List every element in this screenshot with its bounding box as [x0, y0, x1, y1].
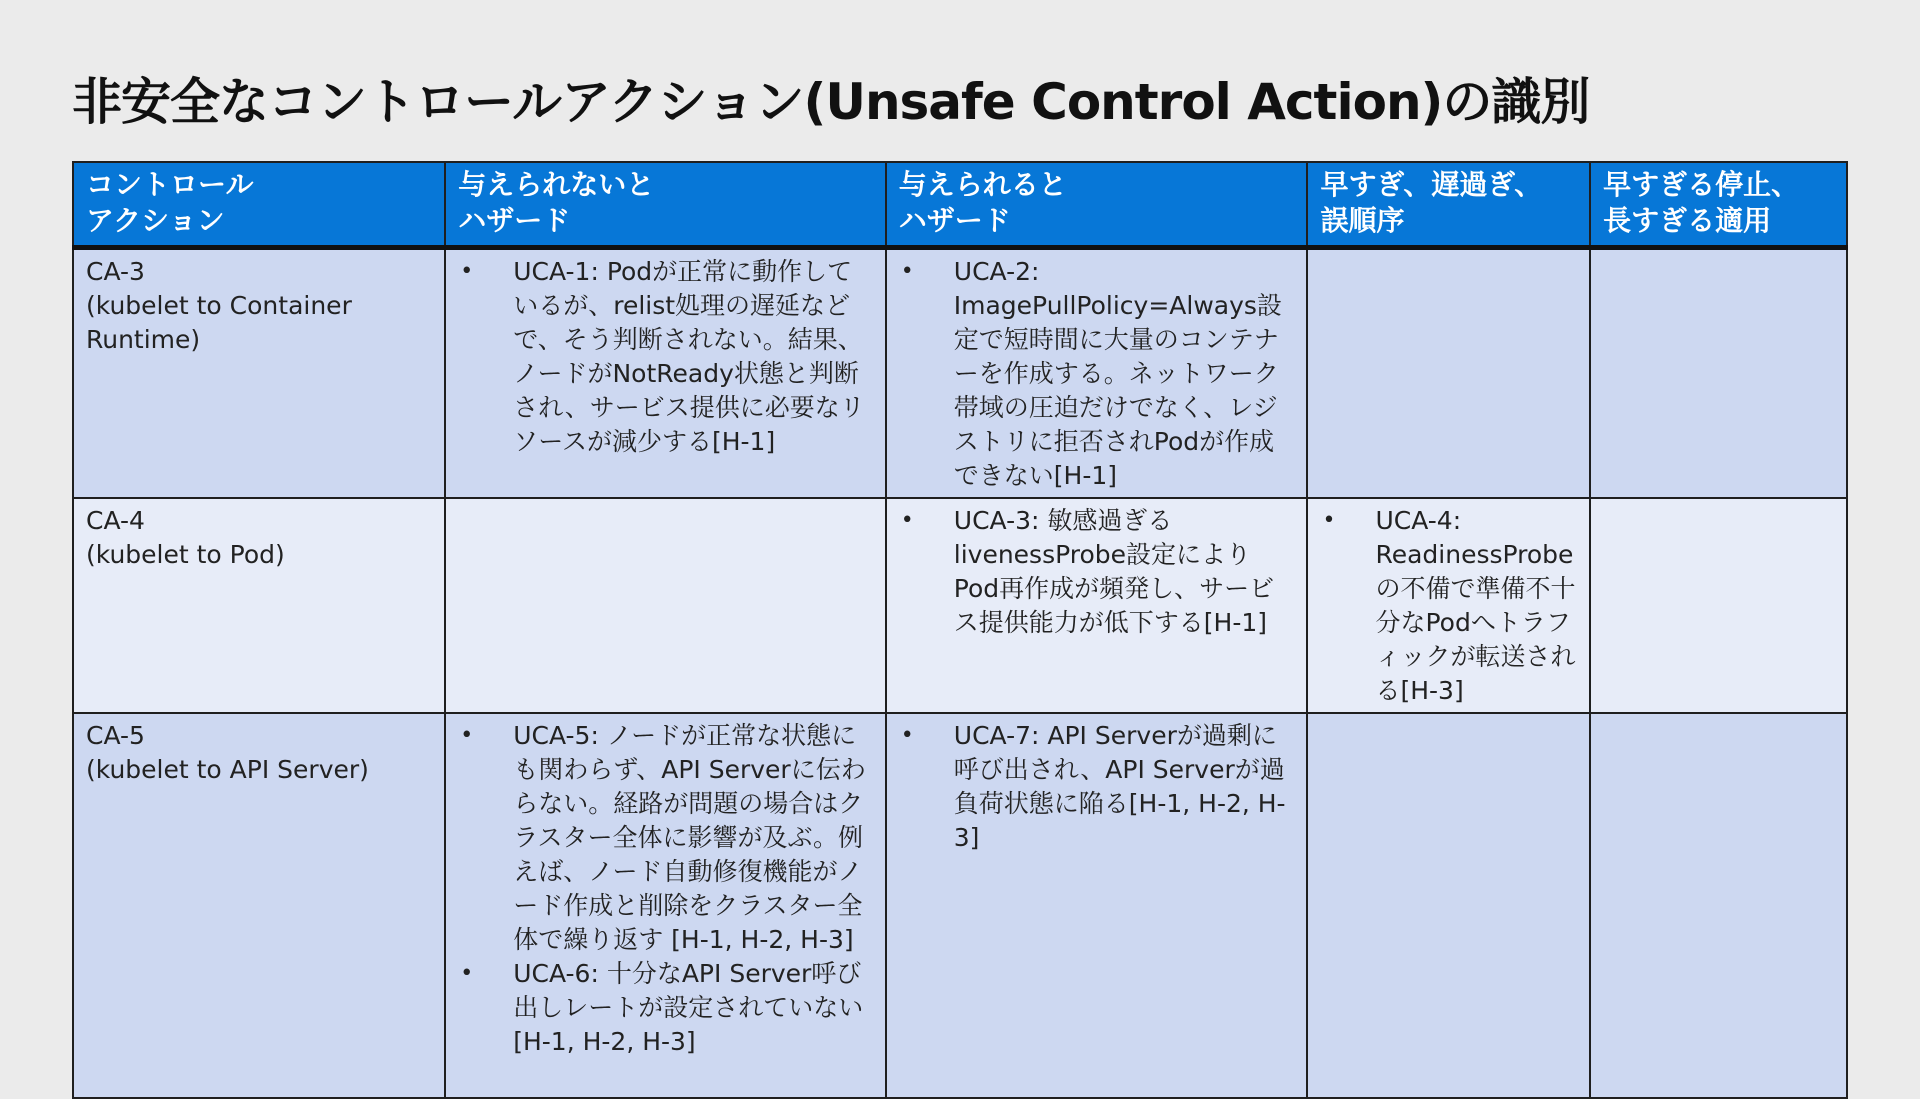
bullet-icon: • — [1322, 508, 1336, 533]
header-duration — [1590, 162, 1847, 248]
bullet-icon: • — [900, 259, 914, 284]
header-provided-line1: 与えられると — [898, 168, 1067, 201]
duration-cell — [1590, 498, 1847, 713]
header-duration-line2: 長すぎる適用 — [1603, 204, 1772, 237]
control-action-cell — [73, 248, 445, 499]
provided-cell — [886, 248, 1308, 499]
duration-cell — [1590, 713, 1847, 1098]
header-timing-line1: 早すぎ、遅過ぎ、 — [1320, 168, 1543, 201]
provided-cell — [886, 713, 1308, 1098]
uca-text: UCA-1: Podが正常に動作しているが、relist処理の遅延などで、そう判断されない。結果、ノードがNotReady状態と判断され、サービス提供に必要なリソースが減少する[H-1] — [513, 257, 865, 456]
not-provided-cell — [445, 498, 886, 713]
table-row — [73, 498, 1847, 713]
timing-cell — [1307, 248, 1590, 499]
header-control-action-line2: アクション — [86, 204, 225, 237]
uca-text: UCA-6: 十分なAPI Server呼び出しレートが設定されていない[H-1, H-2, H-3] — [513, 959, 864, 1056]
control-action-id: CA-4 — [86, 506, 145, 535]
uca-text: UCA-3: 敏感過ぎるlivenessProbe設定によりPod再作成が頻発し、サービス提供能力が低下する[H-1] — [953, 506, 1275, 637]
duration-cell — [1590, 248, 1847, 499]
not-provided-cell — [445, 713, 886, 1098]
not-provided-cell — [445, 248, 886, 499]
uca-item — [899, 504, 1295, 640]
uca-item — [899, 255, 1295, 493]
bullet-icon: • — [900, 508, 914, 533]
control-action-description: (kubelet to API Server) — [86, 755, 369, 784]
uca-text: UCA-2: ImagePullPolicy=Always設定で短時間に大量のコンテナーを作成する。ネットワーク帯域の圧迫だけでなく、レジストリに拒否されPodが作成できない[H-1] — [953, 257, 1282, 490]
header-duration-line1: 早すぎる停止、 — [1603, 168, 1800, 201]
control-action-id: CA-3 — [86, 257, 145, 286]
uca-text: UCA-5: ノードが正常な状態にも関わらず、API Serverに伝わらない。経路が問題の場合はクラスター全体に影響が及ぶ。例えば、ノード自動修復機能がノード作成と削除をクラスター全体で繰り返す [H-1, H-2, H-3] — [513, 721, 866, 954]
provided-cell — [886, 498, 1308, 713]
uca-item — [1320, 504, 1577, 708]
header-timing-line2: 誤順序 — [1320, 204, 1405, 237]
uca-text: UCA-4: ReadinessProbeの不備で準備不十分なPodへトラフィックが転送される[H-3] — [1375, 506, 1576, 705]
uca-item — [458, 719, 873, 957]
table-row — [73, 248, 1847, 499]
header-control-action — [73, 162, 445, 248]
uca-list — [458, 255, 873, 459]
control-action-description: (kubelet to Container Runtime) — [86, 291, 352, 354]
slide-title: 非安全なコントロールアクション(Unsafe Control Action)の識別 — [72, 73, 1590, 131]
uca-item — [899, 719, 1295, 855]
bullet-icon: • — [460, 961, 474, 986]
control-action-id: CA-5 — [86, 721, 145, 750]
bullet-icon: • — [900, 723, 914, 748]
header-row — [73, 162, 1847, 248]
timing-cell — [1307, 498, 1590, 713]
control-action-cell — [73, 498, 445, 713]
uca-list — [899, 255, 1295, 493]
control-action-cell — [73, 713, 445, 1098]
timing-cell — [1307, 713, 1590, 1098]
uca-list — [899, 504, 1295, 640]
table-row — [73, 713, 1847, 1098]
bullet-icon: • — [460, 259, 474, 284]
header-timing — [1307, 162, 1590, 248]
uca-item — [458, 255, 873, 459]
header-control-action-line1: コントロール — [86, 168, 254, 201]
header-not-provided — [445, 162, 886, 248]
uca-text: UCA-7: API Serverが過剰に呼び出され、API Serverが過負荷状態に陥る[H-1, H-2, H-3] — [953, 721, 1286, 852]
header-not-provided-line1: 与えられないと — [458, 168, 655, 201]
uca-item — [458, 957, 873, 1059]
header-not-provided-line2: ハザード — [458, 204, 571, 237]
uca-table — [72, 161, 1848, 1099]
uca-list — [1320, 504, 1577, 708]
bullet-icon: • — [460, 723, 474, 748]
uca-list — [899, 719, 1295, 855]
header-provided-line2: ハザード — [898, 204, 1011, 237]
header-provided — [886, 162, 1308, 248]
control-action-description: (kubelet to Pod) — [86, 540, 285, 569]
uca-list — [458, 719, 873, 1059]
